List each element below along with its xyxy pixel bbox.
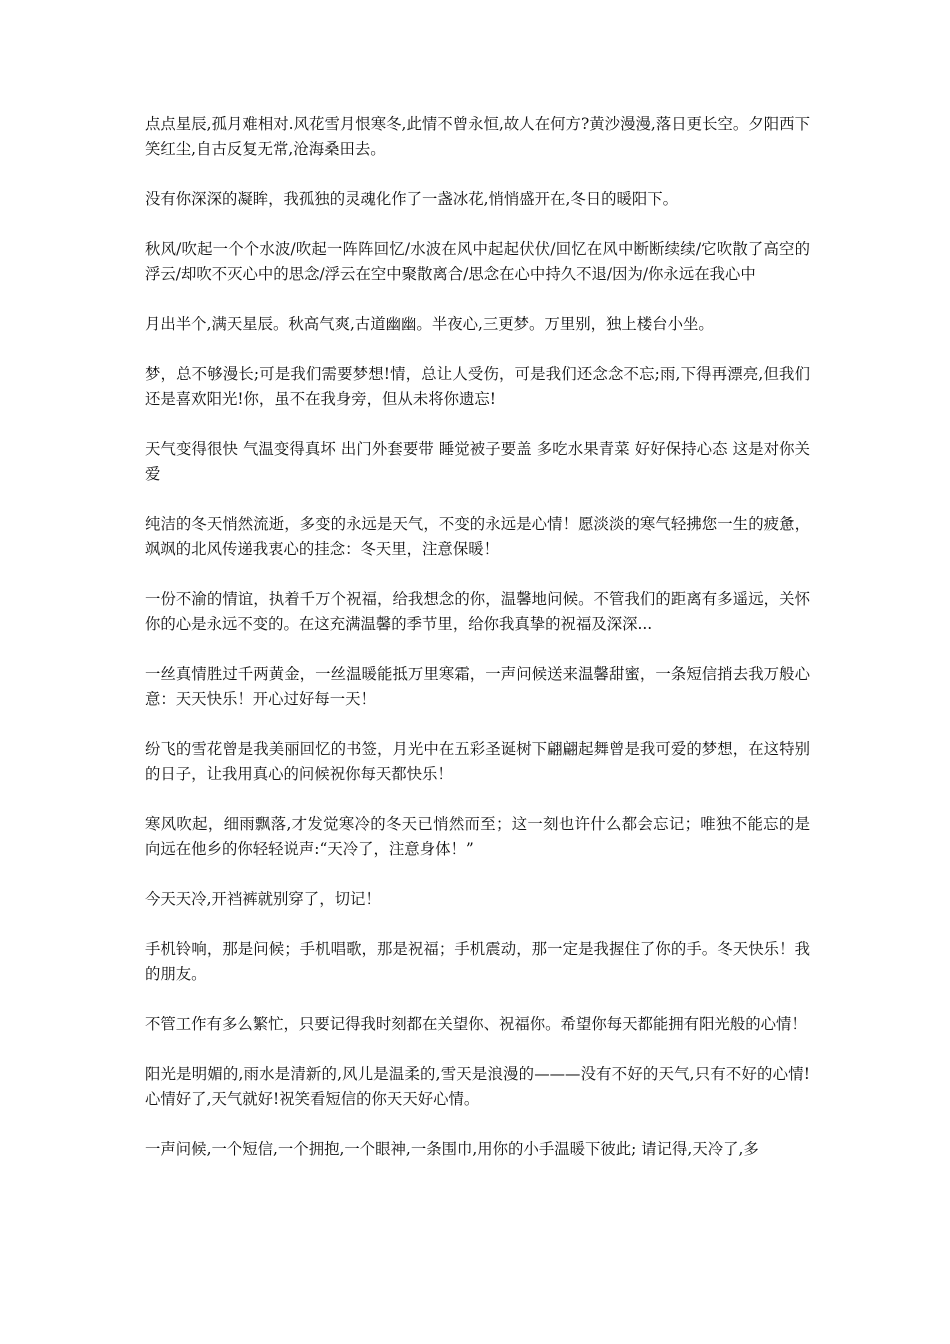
paragraph-8: 一份不渝的情谊，执着千万个祝福，给我想念的你，温馨地问候。不管我们的距离有多遥远，关怀你的心是永远不变的。在这充满温馨的季节里，给你我真挚的祝福及深深... [145, 590, 810, 633]
document-page [145, 112, 810, 1162]
paragraph-2: 没有你深深的凝眸，我孤独的灵魂化作了一盏冰花,悄悄盛开在,冬日的暖阳下。 [145, 190, 679, 208]
paragraph-5: 梦，总不够漫长;可是我们需要梦想!情，总让人受伤，可是我们还念念不忘;雨,下得再漂亮,但我们还是喜欢阳光!你，虽不在我身旁，但从未将你遗忘! [145, 365, 810, 408]
paragraph-13: 手机铃响，那是问候；手机唱歌，那是祝福；手机震动，那一定是我握住了你的手。冬天快乐！我的朋友。 [145, 940, 810, 983]
paragraph-10: 纷飞的雪花曾是我美丽回忆的书签，月光中在五彩圣诞树下翩翩起舞曾是我可爱的梦想，在这特别的日子，让我用真心的问候祝你每天都快乐！ [145, 740, 810, 783]
paragraph-3: 秋风/吹起一个个水波/吹起一阵阵回忆/水波在风中起起伏伏/回忆在风中断断续续/它吹散了高空的浮云/却吹不灭心中的思念/浮云在空中聚散离合/思念在心中持久不退/因为/你永远在我心中 [145, 240, 810, 283]
paragraph-4: 月出半个,满天星辰。秋高气爽,古道幽幽。半夜心,三更梦。万里别，独上楼台小坐。 [145, 315, 714, 333]
paragraph-6: 天气变得很快 气温变得真坏 出门外套要带 睡觉被子要盖 多吃水果青菜 好好保持心态 这是对你关爱 [145, 440, 810, 483]
paragraph-14: 不管工作有多么繁忙，只要记得我时刻都在关望你、祝福你。希望你每天都能拥有阳光般的心情！ [145, 1015, 807, 1033]
paragraph-1: 点点星辰,孤月难相对.风花雪月恨寒冬,此情不曾永恒,故人在何方?黄沙漫漫,落日更长空。夕阳西下笑红尘,自古反复无常,沧海桑田去。 [145, 115, 810, 158]
paragraph-11: 寒风吹起，细雨飘落,才发觉寒冷的冬天已悄然而至；这一刻也许什么都会忘记；唯独不能忘的是向远在他乡的你轻轻说声:“天冷了，注意身体！” [145, 815, 810, 858]
paragraph-15: 阳光是明媚的,雨水是清新的,风儿是温柔的,雪天是浪漫的———没有不好的天气,只有不好的心情!心情好了,天气就好!祝笑看短信的你天天好心情。 [145, 1065, 810, 1108]
paragraph-9: 一丝真情胜过千两黄金，一丝温暖能抵万里寒霜，一声问候送来温馨甜蜜，一条短信捎去我万般心意：天天快乐！开心过好每一天！ [145, 665, 810, 708]
paragraph-12: 今天天冷,开裆裤就别穿了，切记！ [145, 890, 381, 908]
paragraph-16: 一声问候,一个短信,一个拥抱,一个眼神,一条围巾,用你的小手温暖下彼此; 请记得,天冷了,多 [145, 1140, 759, 1158]
paragraph-7: 纯洁的冬天悄然流逝，多变的永远是天气，不变的永远是心情！愿淡淡的寒气轻拂您一生的疲惫，飒飒的北风传递我衷心的挂念：冬天里，注意保暖！ [145, 515, 810, 558]
